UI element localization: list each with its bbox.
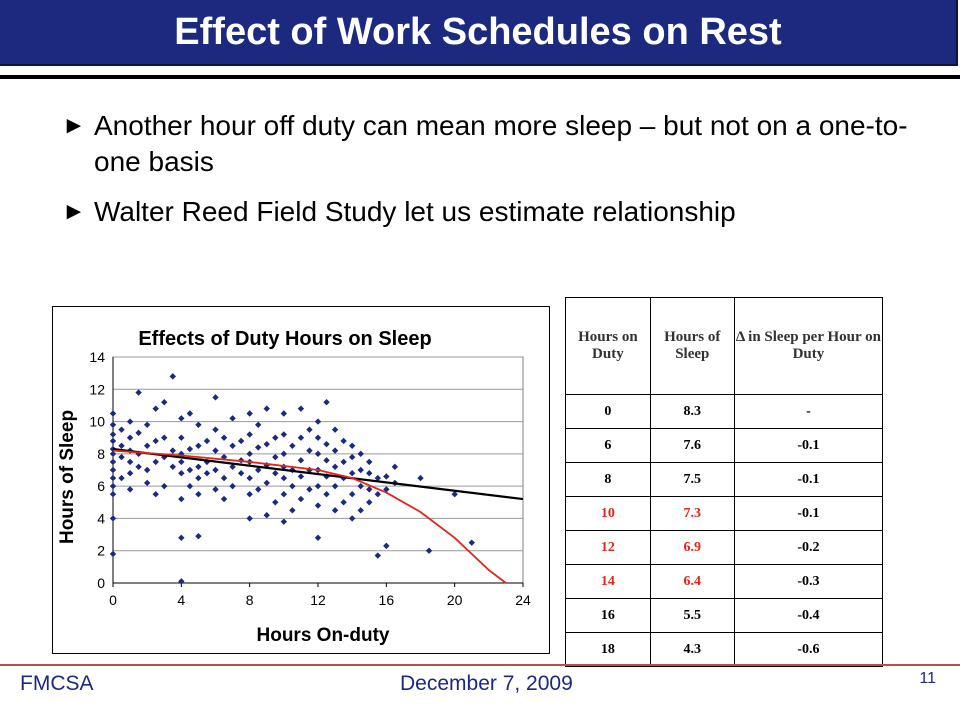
y-tick-label: 8 (97, 445, 105, 462)
table-row (566, 395, 883, 429)
chart-title: Effects of Duty Hours on Sleep (138, 328, 432, 350)
cell-hours-of-sleep: 6.4 (650, 565, 734, 599)
bullet-item (60, 108, 940, 180)
x-tick-label: 24 (515, 592, 531, 608)
cell-delta-sleep: -0.2 (734, 531, 882, 565)
y-tick-label: 12 (89, 381, 105, 398)
footer-rule (0, 664, 960, 666)
bullet-text: Walter Reed Field Study let us estimate relationship (94, 196, 736, 227)
table-row (566, 497, 883, 531)
cell-delta-sleep: - (734, 395, 882, 429)
title-rule (0, 75, 960, 79)
x-tick-label: 0 (109, 592, 117, 608)
footer-date: December 7, 2009 (400, 672, 573, 695)
y-tick-label: 2 (97, 542, 105, 559)
table-row (566, 463, 883, 497)
sleep-table-wrap (565, 297, 883, 657)
cell-hours-of-sleep: 7.5 (650, 463, 734, 497)
x-tick-label: 8 (245, 592, 254, 608)
table-row (566, 633, 883, 667)
cell-delta-sleep: -0.1 (734, 463, 882, 497)
table-row (566, 531, 883, 565)
bullet-arrow-icon: ► (62, 112, 86, 139)
cell-hours-of-sleep: 7.6 (650, 429, 734, 463)
bullet-list (60, 108, 940, 244)
cell-hours-on-duty: 0 (566, 395, 651, 429)
table-row (566, 599, 883, 633)
cell-hours-on-duty: 12 (566, 531, 651, 565)
cell-hours-on-duty: 8 (566, 463, 651, 497)
cell-hours-of-sleep: 4.3 (650, 633, 734, 667)
bullet-item (60, 194, 940, 230)
cell-delta-sleep: -0.3 (734, 565, 882, 599)
header-hours-of-sleep: Hours of Sleep (650, 298, 734, 395)
header-delta-sleep: Δ in Sleep per Hour on Duty (734, 298, 882, 395)
sleep-table (565, 297, 883, 667)
footer-org: FMCSA (20, 672, 94, 695)
title-box (0, 0, 958, 66)
x-tick-label: 20 (446, 592, 463, 608)
cell-hours-of-sleep: 5.5 (650, 599, 734, 633)
table-row (566, 565, 883, 599)
cell-delta-sleep: -0.4 (734, 599, 882, 633)
y-tick-label: 10 (89, 413, 105, 430)
cell-hours-of-sleep: 8.3 (650, 395, 734, 429)
table-row (566, 429, 883, 463)
header-hours-on-duty: Hours on Duty (566, 298, 651, 395)
cell-hours-on-duty: 10 (566, 497, 651, 531)
chart-frame (52, 306, 550, 654)
cell-hours-on-duty: 16 (566, 599, 651, 633)
cell-hours-on-duty: 14 (566, 565, 651, 599)
y-tick-label: 0 (97, 575, 105, 591)
cell-hours-on-duty: 18 (566, 633, 651, 667)
plot-area (89, 349, 531, 608)
table-body (566, 395, 883, 667)
title-bar (0, 0, 960, 66)
bullet-arrow-icon: ► (62, 198, 86, 225)
cell-delta-sleep: -0.1 (734, 497, 882, 531)
y-tick-label: 14 (89, 349, 105, 365)
page-number: 11 (919, 670, 936, 687)
y-tick-label: 4 (97, 510, 105, 527)
cell-delta-sleep: -0.6 (734, 633, 882, 667)
x-tick-label: 16 (378, 592, 395, 608)
cell-hours-on-duty: 6 (566, 429, 651, 463)
y-tick-label: 6 (97, 478, 105, 495)
x-tick-label: 12 (310, 592, 326, 608)
table-header-row (566, 298, 883, 395)
chart-y-label: Hours of Sleep (57, 409, 78, 545)
scatter-chart (53, 307, 549, 653)
x-tick-label: 4 (177, 592, 186, 608)
chart-x-label: Hours On-duty (256, 625, 390, 646)
bullet-text: Another hour off duty can mean more sleep – but not on a one-to-one basis (94, 110, 908, 177)
cell-delta-sleep: -0.1 (734, 429, 882, 463)
cell-hours-of-sleep: 7.3 (650, 497, 734, 531)
cell-hours-of-sleep: 6.9 (650, 531, 734, 565)
slide-title: Effect of Work Schedules on Rest (174, 11, 782, 53)
